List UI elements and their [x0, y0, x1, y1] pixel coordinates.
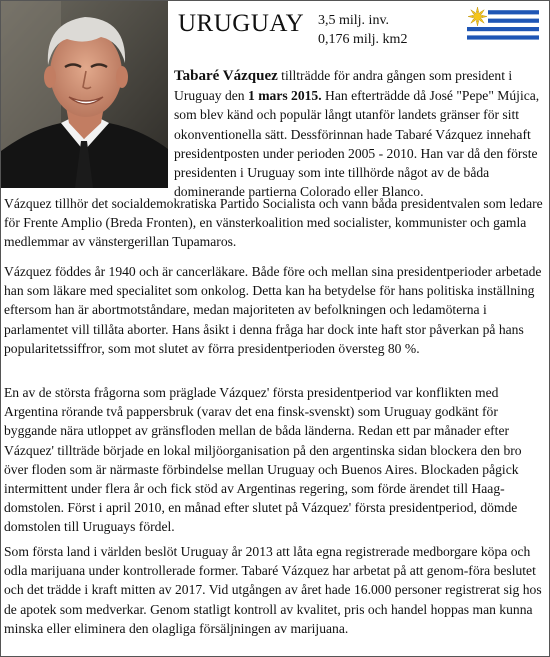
inauguration-date: 1 mars 2015. — [248, 88, 322, 104]
paragraph-argentina-conflict: En av de största frågorna som präglade Vázquez' första presidentperiod var konflikten med Argentina rörande två pappersbruk (varav det ena finsk-svenskt) som Uruguay godkänt för byggande nära utloppet av gränsfloden mellan de båda länderna. Redan ett par månader efter Vázquez' tillträde började en lokal miljöorganisation på den argentinska sidan blockera den bro över floden som är närmaste förbindelse mellan Uruguay och Buenos Aires. Blockaden pågick intermittent under flera år och fick stöd av Argentinas regering, som förde ärendet till Haag-domstolen. Först i april 2010, en månad efter slutet på Vázquez' första presidentperiod, dömde domstolen till Uruguays fördel. — [4, 385, 522, 535]
country-stats — [318, 11, 407, 49]
paragraph-background: Vázquez föddes år 1940 och är cancerläkare. Både före och mellan sina presidentperioder arbetade han som läkare med specialitet som onkolog. Detta kan ha betydelse för hans politiska inställning eftersom han är abortmotståndare, medan majoriteten av befolkningen och ledamöterna i parlamentet vill tillåta aborter. Hans åsikt i denna fråga har dock inte haft stor påverkan på hans popularitetssiffror, som mot slutet av förra presidentperioden översteg 80 %. — [4, 264, 542, 356]
portrait-image — [1, 1, 168, 188]
intro-paragraph — [174, 66, 548, 201]
paragraph-marijuana: Som första land i världen beslöt Uruguay år 2013 att låta egna registrerade medborgare köpa och odla marijuana under kontrollerade former. Tabaré Vázquez har arbetat på att genom-föra beslutet och det trädde i kraft mitten av 2017. Vid utgången av året hade 16.000 personer registrerat sig hos de apotek som medverkar. Genom statligt kontroll av kvalitet, pris och handel hoppas man kunna minska eller eliminera den olagliga försäljningen av marijuana. — [4, 544, 542, 636]
president-name: Tabaré Vázquez — [174, 68, 278, 84]
portrait-icon — [1, 1, 168, 188]
area-value: 0,176 milj. km2 — [318, 32, 408, 47]
intro-continuation: Vázquez tillhör det socialdemokratiska Partido Socialista och vann båda presidentvalen som ledare för Frente Amplio (Breda Fronten), en vänsterkoalition med socialister, kommunister och gamla medlemmar av vänstergerillan Tupamaros. — [4, 196, 543, 250]
uruguay-flag-icon — [467, 6, 539, 44]
intro-text-a: tillträdde för andra gången som president i Uruguay den — [174, 68, 513, 104]
intro-text-b: Han efterträdde då José "Pepe" Mújica, som blev känd och populär långt utanför landets gränser för sitt okonventionella sätt. Dessförinnan hade Tabaré Vázquez innehaft presidentposten under perioden 2005 - 2010. Han var då den förste presidenten i Uruguay som inte tillhörde något av de båda dominerande partierna Colorado eller Blanco. — [174, 88, 540, 200]
population-value: 3,5 milj. inv. — [318, 13, 390, 28]
country-title: URUGUAY — [178, 10, 305, 37]
